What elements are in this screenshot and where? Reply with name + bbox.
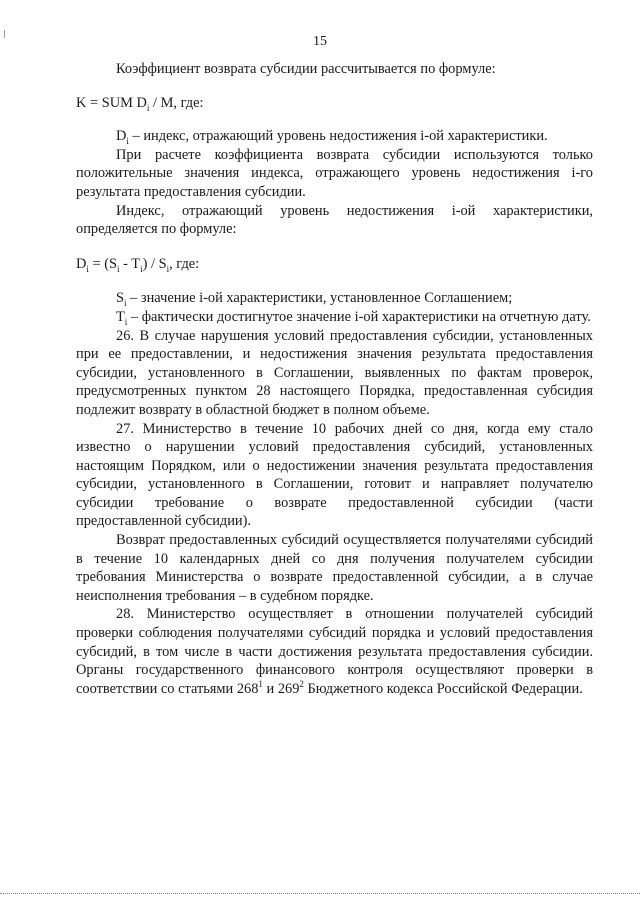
clause-28: 28. Министерство осуществляет в отношении получателей субсидий проверки соблюдения получателями субсидий порядка и условий предоставления субсидий, в том числе в части достижения результата предоставления субсидии. Органы государственного финансового контроля осуществляют проверки в соответствии со статьями $268^1$ и $269^2$ Бюджетного кодекса Российской Федерации.	[76, 606, 593, 697]
index-formula-intro: Индекс, отражающий уровень недостижения i-ой характеристики, определяется по формуле:	[76, 202, 593, 238]
page-number: 15	[313, 34, 327, 49]
formula-index: $D_i = (S_i - T_i) / S_i$, где:	[76, 255, 200, 274]
coefficient-intro: Коэффициент возврата субсидии рассчитывается по формуле:	[116, 61, 496, 77]
subsidy-return-paragraph: Возврат предоставленных субсидий осуществляется получателями субсидий в течение 10 календарных дней со дня получения получателем субсидии требования Министерства о возврате предоставленной субсидии, а в случае неисполнения требования – в судебном порядке.	[76, 532, 593, 604]
document-body	[76, 60, 593, 698]
clause-26: 26. В случае нарушения условий предоставления субсидии, установленных при ее предоставлении, и недостижения значения результата предоставления субсидии, установленного в Соглашении, выявленных по фактам проверок, предусмотренных пунктом 28 настоящего Порядка, предоставленная субсидия подлежит возврату в областной бюджет в полном объеме.	[76, 327, 593, 418]
formula-coefficient: K = SUM $D_i$ / M, где:	[76, 94, 204, 113]
actual-value-definition: $T_i$ – фактически достигнутое значение i-ой характеристики на отчетную дату.	[116, 308, 591, 327]
positive-values-paragraph: При расчете коэффициента возврата субсидии используются только положительные значения индекса, отражающего уровень недостижения i-го результата предоставления субсидии.	[76, 146, 593, 200]
scan-bottom-edge	[0, 893, 640, 895]
index-definition: $D_i$ – индекс, отражающий уровень недостижения i-ой характеристики.	[116, 128, 548, 147]
planned-value-definition: $S_i$ – значение i-ой характеристики, установленное Соглашением;	[116, 290, 513, 309]
clause-27: 27. Министерство в течение 10 рабочих дней со дня, когда ему стало известно о нарушении условий предоставления субсидий, установленных настоящим Порядком, или о недостижении значения результата предоставления субсидии, установленного в Соглашении, готовит и направляет получателю субсидии требование о возврате предоставленной субсидии (части предоставленной субсидии).	[76, 420, 593, 530]
